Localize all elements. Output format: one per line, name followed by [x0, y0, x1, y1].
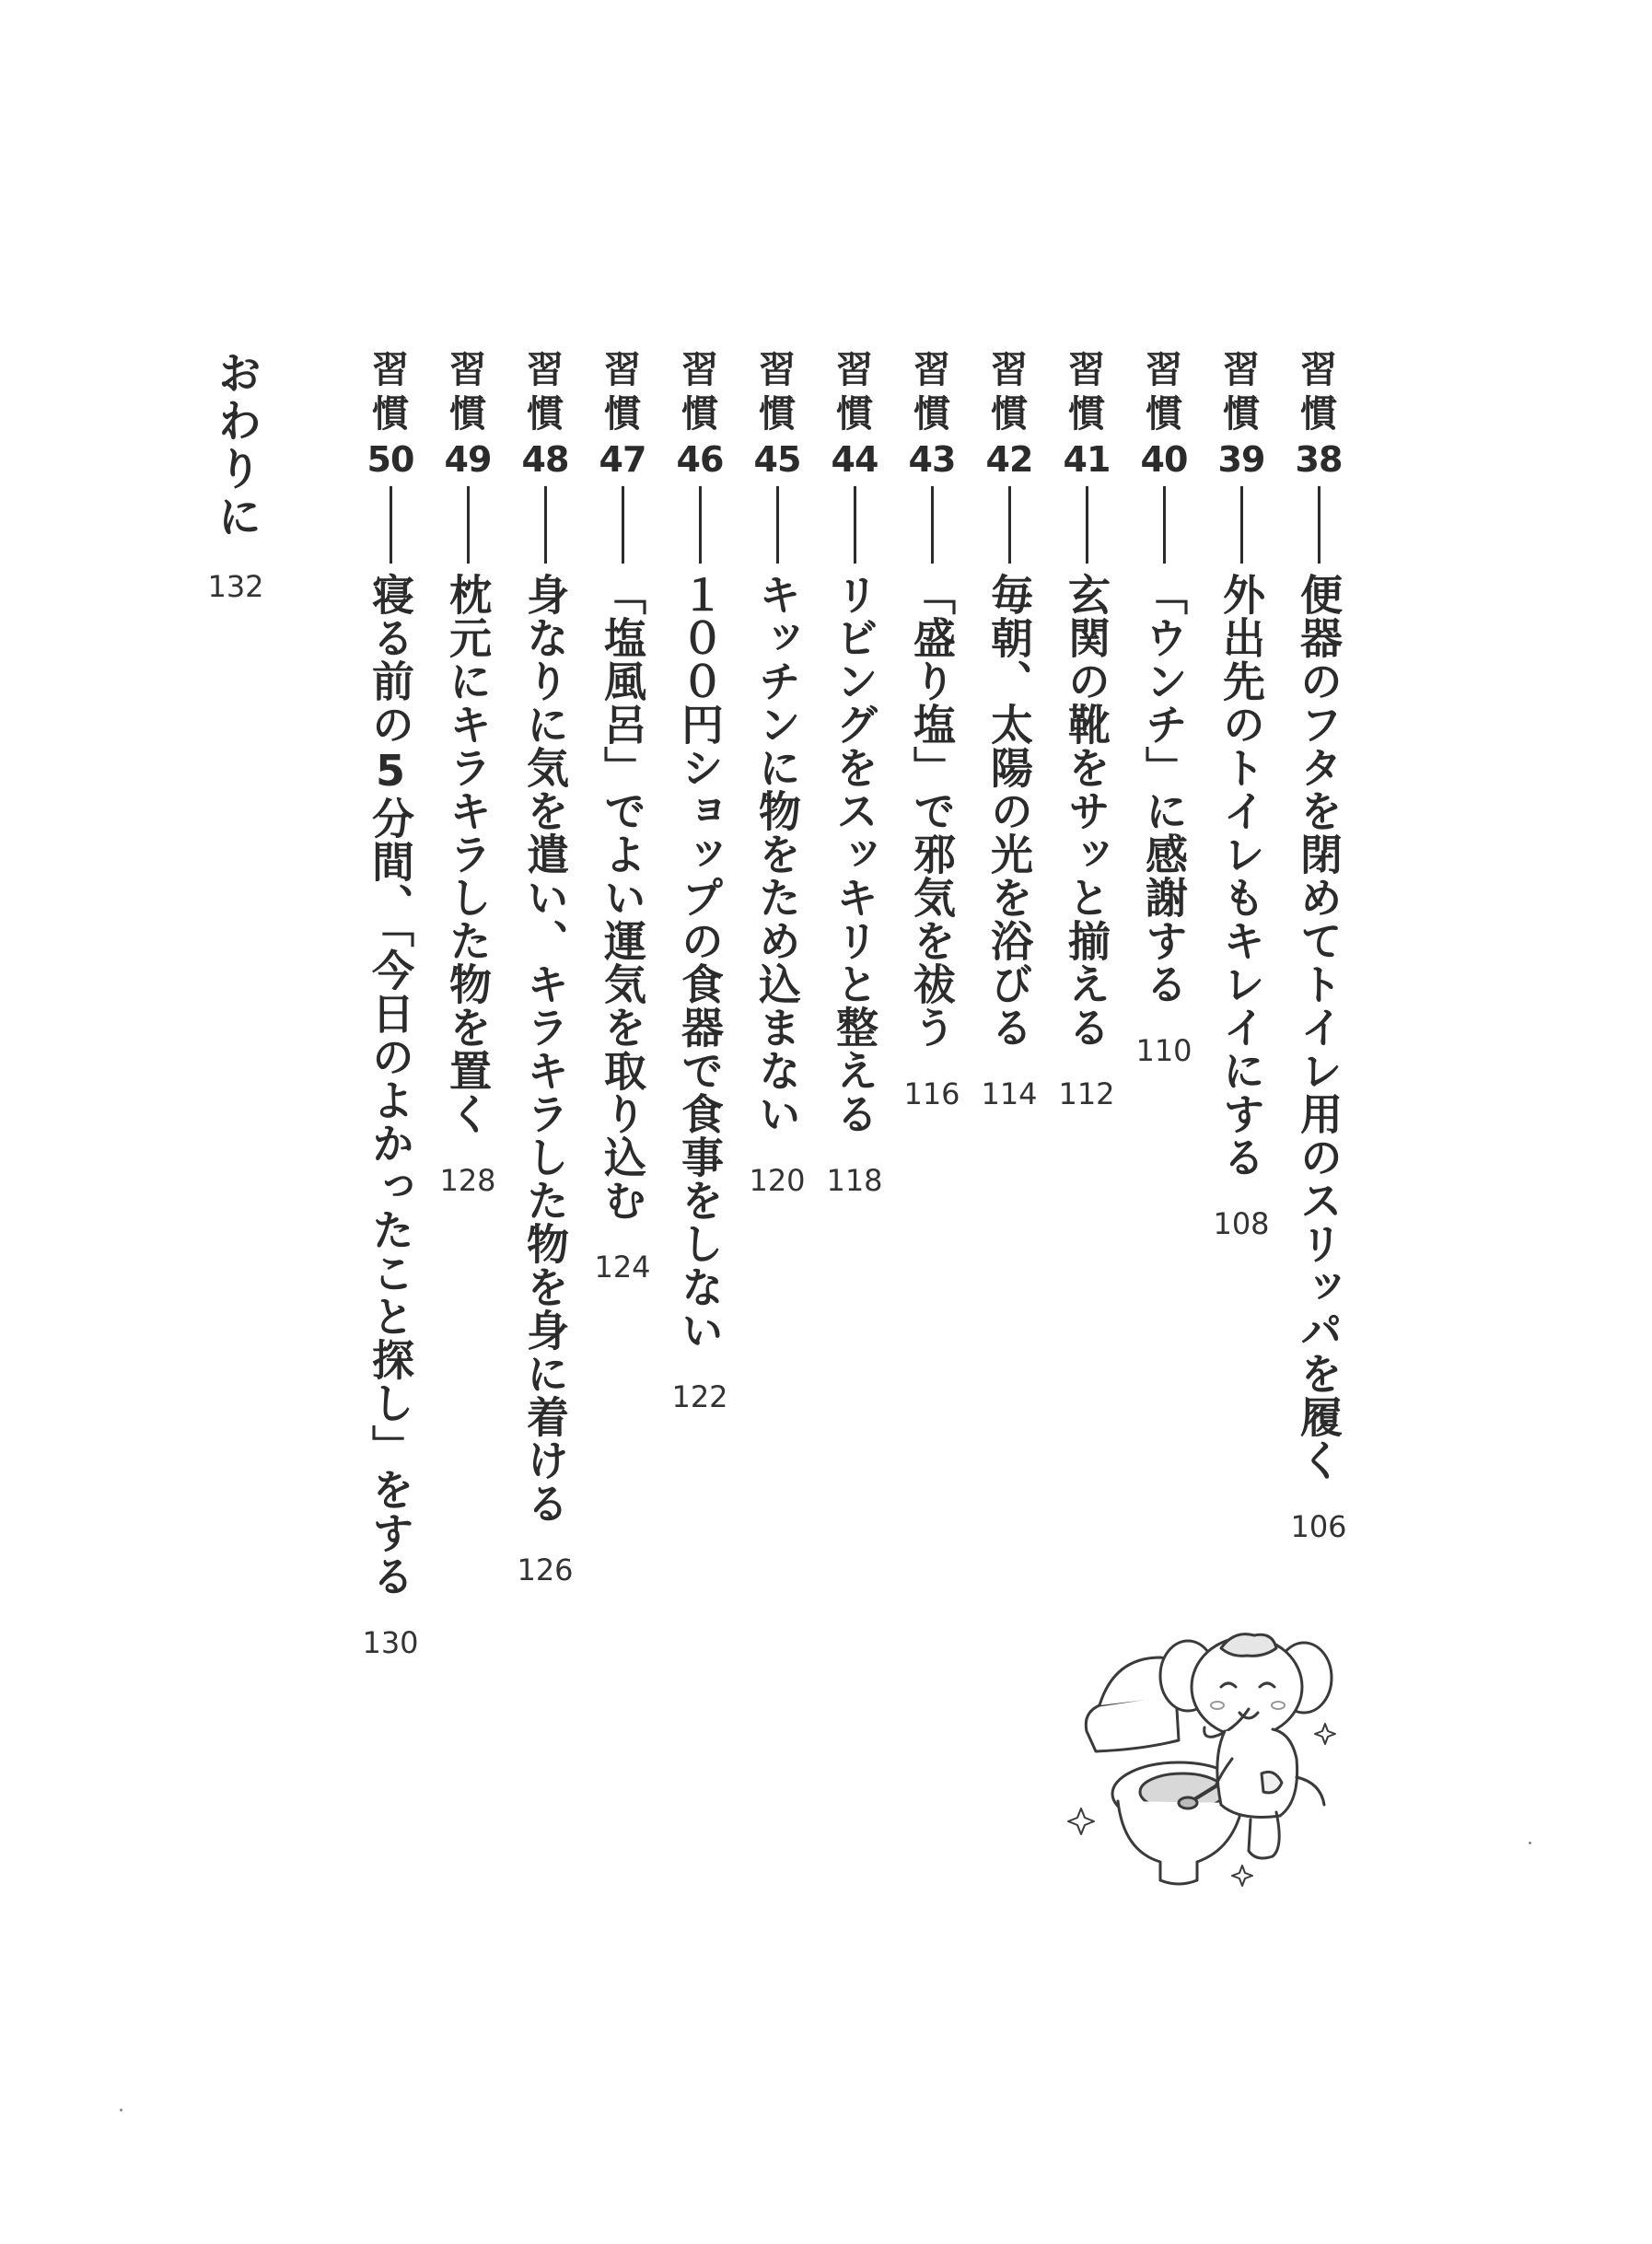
toc-entry-44	[825, 348, 884, 1198]
toc-entry-closing	[206, 350, 265, 604]
dash-divider	[622, 486, 624, 564]
habit-kanji: 習慣	[372, 349, 409, 436]
dash-divider	[467, 486, 470, 564]
habit-label	[593, 348, 652, 481]
page-number: 108	[1213, 1206, 1270, 1241]
habit-number: 41	[1063, 439, 1111, 480]
habit-number: 48	[521, 439, 569, 480]
toc-entry-41	[1057, 348, 1116, 1111]
page-number: 130	[362, 1625, 419, 1660]
habit-label	[1212, 348, 1271, 481]
habit-label	[670, 348, 729, 481]
dash-divider	[931, 486, 934, 564]
habit-label	[825, 348, 884, 481]
habit-title: １００円ショップの食器で食事をしない	[675, 573, 725, 1352]
habit-label	[748, 348, 807, 481]
dash-divider	[854, 486, 856, 564]
toc-entry-46	[670, 348, 729, 1414]
toc-entry-48	[516, 348, 575, 1587]
page-number: 128	[439, 1163, 496, 1198]
closing-title: おわりに	[210, 350, 262, 541]
habit-number: 45	[753, 439, 801, 480]
habit-title: 枕元にキラキラした物を置く	[443, 573, 493, 1135]
toc-entry-45	[748, 348, 807, 1198]
habit-title: 便器のフタを閉めてトイレ用のスリッパを履く	[1294, 573, 1344, 1482]
habit-title: 玄関の靴をサッと揃える	[1062, 573, 1111, 1049]
habit-title: キッチンに物をため込まない	[752, 573, 802, 1135]
page-number: 110	[1135, 1033, 1192, 1068]
habit-title: 「ウンチ」に感謝する	[1139, 573, 1189, 1006]
dash-divider	[776, 486, 779, 564]
dash-divider	[1086, 486, 1088, 564]
habit-title: 毎朝、太陽の光を浴びる	[984, 573, 1034, 1049]
toc-entry-39	[1212, 348, 1271, 1241]
dash-divider	[1318, 486, 1320, 564]
dash-divider	[544, 486, 547, 564]
elephant-cleaning-toilet-illustration-icon	[1059, 1621, 1354, 1897]
habit-title: 「盛り塩」で邪気を祓う	[907, 573, 957, 1049]
page-number: 112	[1058, 1076, 1115, 1111]
page-number: 116	[903, 1076, 960, 1111]
habit-number: 42	[985, 439, 1033, 480]
toc-entry-38	[1289, 348, 1348, 1544]
habit-label	[1134, 348, 1193, 481]
habit-number: 44	[831, 439, 878, 480]
scan-speck	[1529, 1842, 1531, 1844]
dash-divider	[1163, 486, 1166, 564]
habit-kanji: 習慣	[1068, 349, 1105, 436]
habit-kanji: 習慣	[1223, 349, 1260, 436]
habit-label	[361, 348, 420, 481]
habit-label	[1289, 348, 1348, 481]
page-number: 124	[594, 1250, 651, 1285]
dash-divider	[390, 486, 392, 564]
habit-number: 47	[599, 439, 646, 480]
habit-label	[516, 348, 575, 481]
page-number: 132	[207, 569, 264, 604]
habit-title: 身なりに気を遣い、キラキラした物を身に着ける	[520, 573, 570, 1525]
dash-divider	[699, 486, 702, 564]
habit-title: 「塩風呂」でよい運気を取り込む	[598, 573, 647, 1222]
toc-entry-40	[1134, 348, 1193, 1068]
page-number: 114	[981, 1076, 1038, 1111]
habit-number: 46	[676, 439, 724, 480]
page-number: 120	[749, 1163, 806, 1198]
habit-kanji: 習慣	[836, 349, 873, 436]
toc-entry-42	[980, 348, 1039, 1111]
dash-divider	[1240, 486, 1243, 564]
habit-kanji: 習慣	[1146, 349, 1182, 436]
dash-divider	[1008, 486, 1011, 564]
page-number: 106	[1290, 1509, 1347, 1544]
habit-kanji: 習慣	[449, 349, 486, 436]
habit-number: 50	[366, 439, 414, 480]
toc-entry-49	[438, 348, 497, 1198]
habit-kanji: 習慣	[913, 349, 950, 436]
habit-number: 38	[1295, 439, 1343, 480]
habit-kanji: 習慣	[759, 349, 796, 436]
page-number: 126	[517, 1552, 574, 1587]
habit-kanji: 習慣	[681, 349, 718, 436]
habit-label	[1057, 348, 1116, 481]
habit-label	[902, 348, 961, 481]
habit-title: 外出先のトイレもキレイにする	[1216, 573, 1266, 1179]
scan-speck	[120, 2109, 122, 2111]
toc-entry-43	[902, 348, 961, 1111]
habit-label	[980, 348, 1039, 481]
habit-title: 寝る前の5分間、「今日のよかったこと探し」をする	[366, 573, 415, 1598]
habit-number: 43	[908, 439, 956, 480]
page-number: 118	[826, 1163, 883, 1198]
habit-kanji: 習慣	[1300, 349, 1337, 436]
habit-kanji: 習慣	[604, 349, 641, 436]
habit-kanji: 習慣	[527, 349, 564, 436]
habit-number: 39	[1217, 439, 1265, 480]
toc-entry-47	[593, 348, 652, 1285]
page-number: 122	[671, 1379, 728, 1414]
habit-label	[438, 348, 497, 481]
habit-title: リビングをスッキリと整える	[830, 573, 879, 1135]
habit-number: 49	[444, 439, 492, 480]
habit-number: 40	[1140, 439, 1188, 480]
toc-entry-50	[361, 348, 420, 1660]
habit-kanji: 習慣	[991, 349, 1028, 436]
